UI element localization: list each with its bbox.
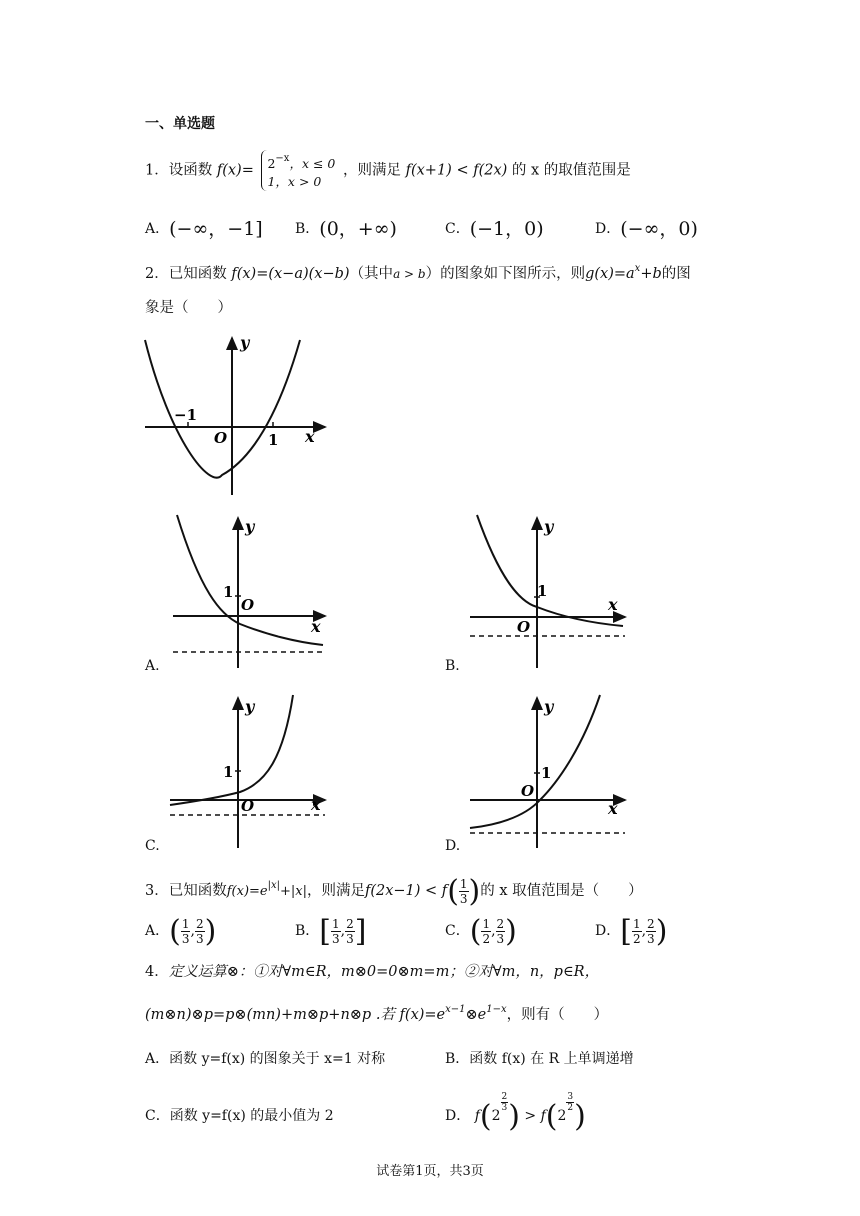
q3-f-def: $f(x)=e^{|x|}+|x|$: [226, 880, 307, 899]
q1-mid: ，则满足: [343, 162, 401, 179]
y-label: y: [240, 333, 250, 352]
x-label: x: [311, 795, 321, 814]
origin-label: O: [517, 618, 531, 636]
q2-number: 2．: [145, 266, 169, 282]
q2-line2: 象是（ ）: [145, 300, 232, 316]
q2-option-d-graph[interactable]: [465, 690, 635, 850]
q3-lead: 已知函数: [168, 883, 227, 899]
q4-line2: (m⊗n)⊗p=p⊗(mn)+m⊗p+n⊗p .若 $f(x)=e^{x-1}\otimes e^{1-x}$，则有（ ）: [145, 1004, 609, 1023]
origin-label: O: [241, 596, 255, 614]
origin-label: O: [241, 797, 255, 815]
q3-fraction: $\frac{1}{3}$: [459, 876, 468, 906]
parabola-curve: [145, 340, 300, 478]
q1-inequality: f(x+1) < f(2x): [405, 162, 508, 179]
q3-option-d[interactable]: D．[ $\frac{1}{2}$ , $\frac{2}{3}$ ): [595, 914, 668, 949]
q1-piecewise: [261, 150, 335, 191]
q2-option-c-graph[interactable]: [165, 690, 335, 850]
q3-option-a[interactable]: A．( $\frac{1}{3}$ , $\frac{2}{3}$ ): [145, 914, 217, 949]
q2-option-d-label[interactable]: D.: [445, 838, 461, 854]
question-1: [145, 150, 631, 191]
one-label: 1: [541, 764, 552, 782]
question-4: [145, 962, 599, 982]
q3-number: 3．: [145, 883, 169, 899]
q2-text-mid: ）的图象如下图所示，则: [425, 266, 586, 282]
q1-case2: 1，x > 0: [267, 174, 322, 189]
one-label: 1: [223, 763, 234, 781]
q1-option-d[interactable]: D．(−∞，0): [595, 218, 698, 240]
y-label: y: [544, 697, 554, 716]
q1-number: 1．: [145, 162, 169, 179]
q2-main-graph: [140, 330, 340, 505]
q2-lead: 已知函数: [168, 266, 227, 282]
q2-option-a-graph[interactable]: [165, 510, 335, 670]
q3-inequality: f(2x−1) < f: [364, 883, 448, 899]
q4-number: 4．: [145, 964, 169, 980]
q1-fx: f(x)=: [216, 162, 254, 179]
origin-label: O: [521, 782, 535, 800]
q1-lead: 设函数: [168, 162, 213, 179]
q2-option-b-label[interactable]: B.: [445, 658, 460, 674]
q4-option-c[interactable]: C．函数 y=f(x) 的最小值为 2: [145, 1108, 334, 1124]
q4-option-b[interactable]: B．函数 f(x) 在 R 上单调递增: [445, 1051, 634, 1067]
origin-label: O: [214, 429, 228, 447]
q3-option-b[interactable]: B．[ $\frac{1}{3}$ , $\frac{2}{3}$ ]: [295, 914, 367, 949]
q2-g-def: $g(x)=a^x+b$: [585, 263, 662, 282]
y-label: y: [245, 517, 255, 536]
q1-tail: 的 x 的取值范围是: [511, 162, 631, 179]
q4-option-d[interactable]: D． f(2 $\frac{2}{3}$ ) > f(2 $\frac{3}{2}$ ): [445, 1092, 586, 1134]
q2-f-def: f(x)=(x−a)(x−b): [231, 266, 350, 282]
page-footer: 试卷第1页，共3页: [376, 1164, 484, 1179]
q4-option-a[interactable]: A．函数 y=f(x) 的图象关于 x=1 对称: [145, 1051, 386, 1067]
q1-option-a[interactable]: A．(−∞，−1]: [145, 218, 263, 240]
one-label: 1: [223, 583, 234, 601]
q2-paren-open: （其中: [349, 266, 394, 282]
x-label: x: [608, 799, 618, 818]
section-title: 一、单选题: [145, 116, 215, 132]
y-label: y: [544, 517, 554, 536]
q2-option-a-label[interactable]: A.: [145, 658, 160, 674]
q3-option-c[interactable]: C．( $\frac{1}{2}$ , $\frac{2}{3}$ ): [445, 914, 517, 949]
x-label: x: [608, 595, 618, 614]
question-2: [145, 259, 691, 284]
x-label: x: [305, 427, 315, 446]
neg1-label: −1: [174, 406, 198, 424]
q3-mid: ，则满足: [306, 883, 365, 899]
q1-option-b[interactable]: B．(0，+∞): [295, 218, 397, 240]
exp-curve: [170, 695, 293, 805]
q2-option-b-graph[interactable]: [465, 510, 635, 670]
q2-option-c-label[interactable]: C.: [145, 838, 160, 854]
exp-curve: [470, 695, 600, 828]
q2-condition: a > b: [393, 267, 426, 281]
q1-option-c[interactable]: C．(−1，0): [445, 218, 544, 240]
one-label: 1: [537, 582, 548, 600]
one-label: 1: [268, 431, 279, 449]
question-3: 3．已知函数$f(x)=e^{|x|}+|x|$，则满足f(2x−1) < f( $\frac{1}{3}$ )的 x 取值范围是（ ）: [145, 874, 643, 909]
q3-tail: 的 x 取值范围是（ ）: [480, 883, 643, 899]
x-label: x: [311, 617, 321, 636]
q1-case1: $2^{-x}$，x ≤ 0: [267, 153, 336, 171]
y-label: y: [245, 697, 255, 716]
q2-text-end: 的图: [661, 266, 691, 282]
q4-line1: 定义运算⊗：①对∀m∈R，m⊗0=0⊗m=m；②对∀m，n，p∈R，: [168, 964, 600, 980]
